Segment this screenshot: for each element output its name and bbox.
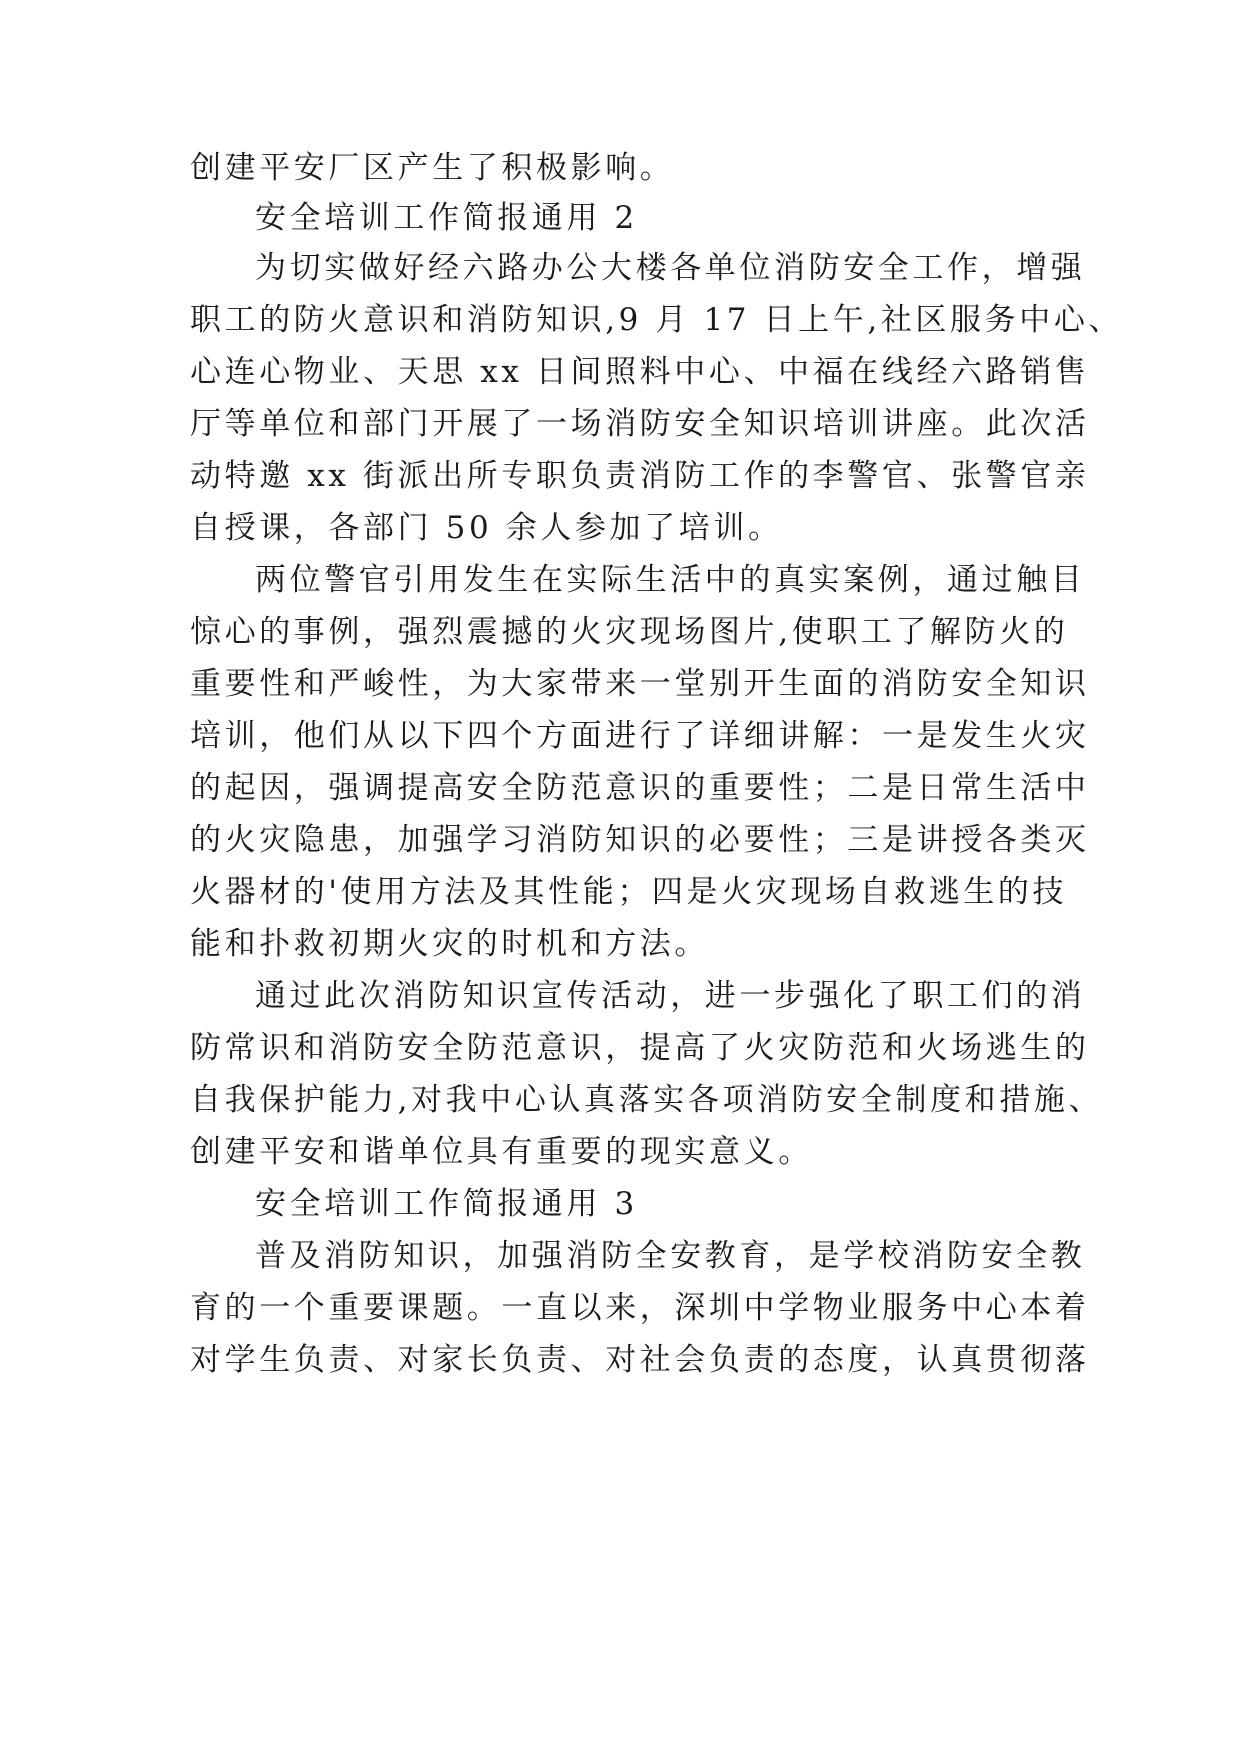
- paragraph-line: 防常识和消防安全防范意识，提高了火灾防范和火场逃生的: [190, 1030, 1090, 1066]
- paragraph-line: 通过此次消防知识宣传活动，进一步强化了职工们的消: [255, 978, 1086, 1014]
- paragraph-line: 动特邀 xx 街派出所专职负责消防工作的李警官、张警官亲: [190, 458, 1090, 494]
- section-heading: 安全培训工作简报通用 2: [255, 200, 638, 236]
- paragraph-line: 两位警官引用发生在实际生活中的真实案例，通过触目: [255, 562, 1086, 598]
- paragraph-line: 心连心物业、天思 xx 日间照料中心、中福在线经六路销售: [190, 354, 1090, 390]
- paragraph-line: 的火灾隐患，加强学习消防知识的必要性；三是讲授各类灭: [190, 822, 1090, 858]
- paragraph-line: 厅等单位和部门开展了一场消防安全知识培训讲座。此次活: [190, 406, 1090, 442]
- paragraph-line: 重要性和严峻性，为大家带来一堂别开生面的消防安全知识: [190, 666, 1090, 702]
- paragraph-line: 对学生负责、对家长负责、对社会负责的态度，认真贯彻落: [190, 1342, 1090, 1378]
- paragraph-line: 创建平安和谐单位具有重要的现实意义。: [190, 1134, 813, 1170]
- paragraph-line: 自我保护能力,对我中心认真落实各项消防安全制度和措施、: [190, 1082, 1104, 1118]
- paragraph-line: 的起因，强调提高安全防范意识的重要性；二是日常生活中: [190, 770, 1090, 806]
- paragraph-line: 职工的防火意识和消防知识,9 月 17 日上午,社区服务中心、: [190, 302, 1124, 338]
- section-heading: 安全培训工作简报通用 3: [255, 1186, 638, 1222]
- paragraph-line: 普及消防知识，加强消防全安教育，是学校消防安全教: [255, 1238, 1086, 1274]
- paragraph-line: 自授课，各部门 50 余人参加了培训。: [190, 510, 783, 546]
- paragraph-line: 创建平安厂区产生了积极影响。: [190, 150, 675, 186]
- paragraph-line: 育的一个重要课题。一直以来，深圳中学物业服务中心本着: [190, 1290, 1090, 1326]
- paragraph-line: 火器材的'使用方法及其性能；四是火灾现场自救逃生的技: [190, 874, 1068, 910]
- paragraph-line: 惊心的事例，强烈震撼的火灾现场图片,使职工了解防火的: [190, 614, 1069, 650]
- paragraph-line: 培训，他们从以下四个方面进行了详细讲解：一是发生火灾: [190, 718, 1090, 754]
- paragraph-line: 为切实做好经六路办公大楼各单位消防安全工作，增强: [255, 250, 1086, 286]
- paragraph-line: 能和扑救初期火灾的时机和方法。: [190, 926, 709, 962]
